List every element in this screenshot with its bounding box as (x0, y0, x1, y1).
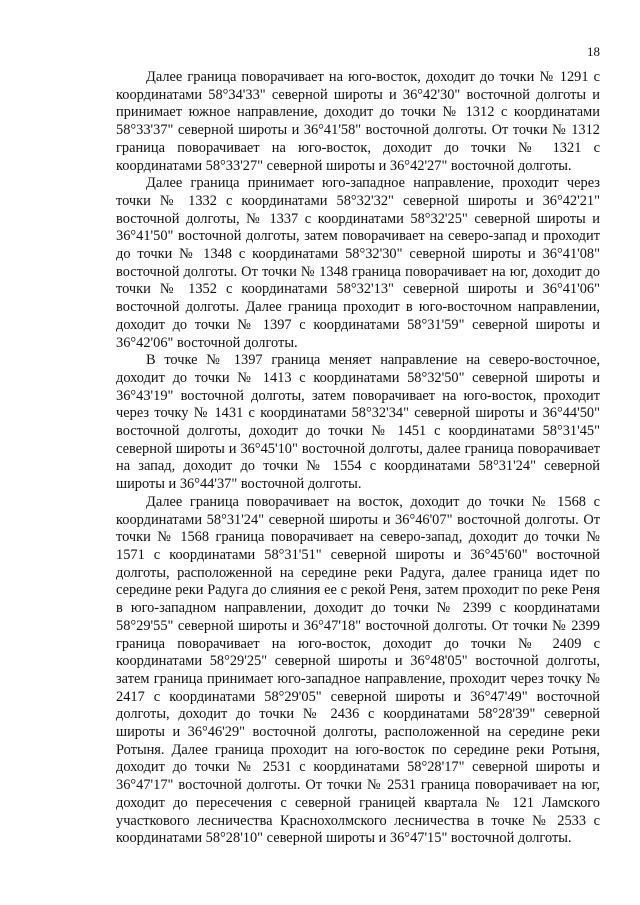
document-body (116, 69, 600, 848)
paragraph: Далее граница поворачивает на юго-восток, доходит до точки № 1291 с координатами 58°34'33" северной широты и 36°42'30" восточной долготы и принимает южное направление, доходит до точки № 1312 с координатами 58°33'37" северной широты и 36°41'58" восточной долготы. От точки № 1312 граница поворачивает на юго-восток, доходит до точки № 1321 с координатами 58°33'27" северной широты и 36°42'27" восточной долготы. (116, 69, 600, 174)
paragraph: В точке № 1397 граница меняет направление на северо-восточное, доходит до точки № 1413 с координатами 58°32'50" северной широты и 36°43'19" восточной долготы, затем поворачивает на юго-восток, проходит через точку № 1431 с координатами 58°32'34" северной широты и 36°44'50" восточной долготы, доходит до точки № 1451 с координатами 58°31'45" северной широты и 36°45'10" восточной долготы, далее граница поворачивает на запад, доходит до точки № 1554 с координатами 58°31'24" северной широты и 36°44'37" восточной долготы. (116, 352, 600, 493)
paragraph: Далее граница поворачивает на восток, доходит до точки № 1568 с координатами 58°31'24" северной широты и 36°46'07" восточной долготы. От точки № 1568 граница поворачивает на северо-запад, доходит до точки № 1571 с координатами 58°31'51" северной широты и 36°45'60" восточной долготы, расположенной на середине реки Радуга, далее граница идет по середине реки Радуга до слияния ее с рекой Реня, затем проходит по реке Реня в юго-западном направлении, доходит до точки № 2399 с координатами 58°29'55" северной широты и 36°47'18" восточной долготы. От точки № 2399 граница поворачивает на юго-восток, доходит до точки № 2409 с координатами 58°29'25" северной широты и 36°48'05" восточной долготы, затем граница принимает юго-западное направление, проходит через точку № 2417 с координатами 58°29'05" северной широты и 36°47'49" восточной долготы, доходит до точки № 2436 с координатами 58°28'39" северной широты и 36°46'29" восточной долготы, расположенной на середине реки Ротыня. Далее граница проходит на юго-восток по середине реки Ротыня, доходит до точки № 2531 с координатами 58°28'17" северной широты и 36°47'17" восточной долготы. От точки № 2531 граница поворачивает на юг, доходит до пересечения с северной границей квартала № 121 Ламского участкового лесничества Краснохолмского лесничества в точке № 2533 с координатами 58°28'10" северной широты и 36°47'15" восточной долготы. (116, 493, 600, 847)
page-number: 18 (587, 44, 600, 59)
paragraph: Далее граница принимает юго-западное направление, проходит через точки № 1332 с координатами 58°32'32" северной широты и 36°42'21" восточной долготы, № 1337 с координатами 58°32'25" северной широты и 36°41'50" восточной долготы, затем поворачивает на северо-запад и проходит до точки № 1348 с координатами 58°32'30" северной широты и 36°41'08" восточной долготы. От точки № 1348 граница поворачивает на юг, доходит до точки № 1352 с координатами 58°32'13" северной широты и 36°41'06" восточной долготы. Далее граница проходит в юго-восточном направлении, доходит до точки № 1397 с координатами 58°31'59" северной широты и 36°42'06" восточной долготы. (116, 175, 600, 351)
